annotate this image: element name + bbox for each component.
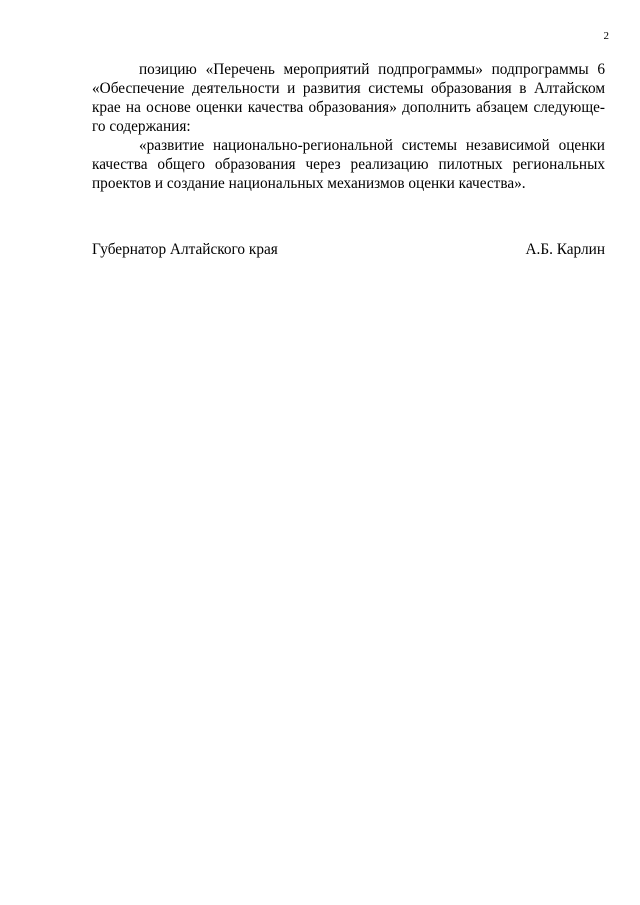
paragraph-1-line-1: позицию «Перечень мероприятий подпрограммы» подпрограммы 6: [139, 61, 605, 78]
paragraph-2-line-3: проектов и создание национальных механизмов оценки качества».: [92, 175, 526, 192]
paragraph-1-line-3: крае на основе оценки качества образования» дополнить абзацем следующе-: [92, 99, 605, 116]
page-number: 2: [603, 30, 609, 42]
signature-block: [92, 241, 605, 261]
paragraph-1-line-2: «Обеспечение деятельности и развития системы образования в Алтайском: [92, 80, 605, 97]
signatory-position: Губернатор Алтайского края: [92, 241, 278, 258]
paragraph-2-line-2: качества общего образования через реализацию пилотных региональных: [92, 156, 605, 173]
paragraph-1-line-4: го содержания:: [92, 118, 191, 135]
signatory-name: А.Б. Карлин: [525, 241, 605, 258]
paragraph-2-line-1: «развитие национально-региональной системы независимой оценки: [139, 137, 605, 154]
